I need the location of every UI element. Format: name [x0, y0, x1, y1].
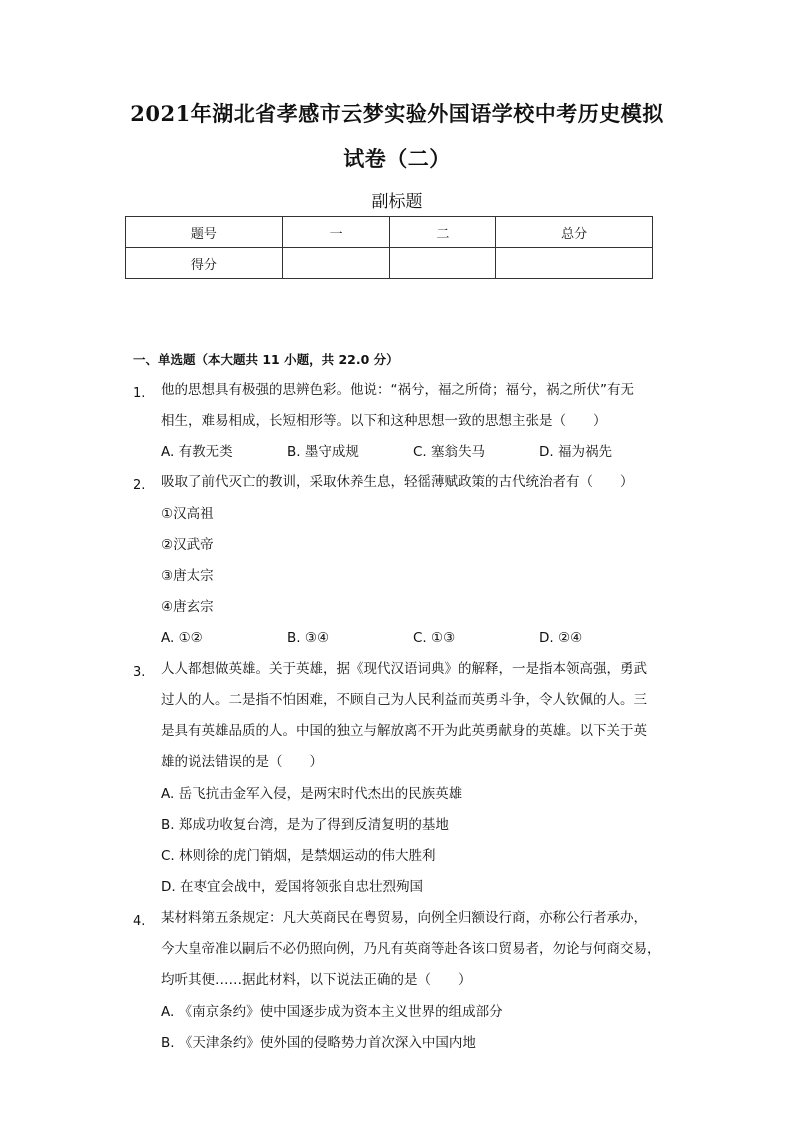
question-number: 1.: [133, 386, 146, 401]
score-header-cell: 题号: [126, 217, 283, 248]
question-text-line: ①汉高祖: [161, 506, 214, 522]
question-number: 2.: [133, 478, 146, 493]
question-number: 3.: [133, 665, 146, 680]
option-a: A. 有教无类: [161, 444, 233, 460]
option-b: B. ③④: [287, 630, 330, 646]
option-c: C. ①③: [413, 630, 456, 646]
score-table-score-row: [126, 248, 653, 279]
question-text-line: 他的思想具有极强的思辨色彩。他说：“祸兮，福之所倚；福兮，祸之所伏”有无: [161, 382, 634, 398]
question-text-line: 人人都想做英雄。关于英雄，据《现代汉语词典》的解释，一是指本领高强，勇武: [161, 661, 647, 677]
question-text-line: ④唐玄宗: [161, 599, 214, 615]
option-a: A. ①②: [161, 630, 203, 646]
score-row-label: 得分: [126, 248, 283, 279]
question-text-line: 某材料第五条规定：凡大英商民在粤贸易，向例全归额设行商，亦称公行者承办，: [161, 910, 647, 926]
section-heading: 一、单选题（本大题共 11 小题，共 22.0 分）: [133, 352, 399, 367]
subtitle: 副标题: [371, 192, 423, 212]
option-a: A. 《南京条约》使中国逐步成为资本主义世界的组成部分: [161, 1004, 503, 1020]
score-cell: [496, 248, 653, 279]
score-table-header-row: [126, 217, 653, 248]
option-d: D. 在枣宜会战中，爱国将领张自忠壮烈殉国: [161, 879, 423, 895]
option-b: B. 墨守成规: [287, 444, 359, 460]
question-text-line: 相生，难易相成，长短相形等。以下和这种思想一致的思想主张是（ ）: [161, 413, 607, 429]
question-text-line: 是具有英雄品质的人。中国的独立与解放离不开为此英勇献身的英雄。以下关于英: [161, 723, 647, 739]
option-d: D. ②④: [539, 630, 583, 646]
score-cell: [390, 248, 496, 279]
score-header-cell: 二: [390, 217, 496, 248]
score-header-cell: 总分: [496, 217, 653, 248]
question-number: 4.: [133, 914, 146, 929]
score-cell: [282, 248, 390, 279]
question-text-line: 今大皇帝准以嗣后不必仍照向例，乃凡有英商等赴各该口贸易者，勿论与何商交易，: [161, 941, 661, 957]
score-table: [125, 216, 653, 279]
option-c: C. 林则徐的虎门销烟，是禁烟运动的伟大胜利: [161, 848, 436, 864]
option-b: B. 《天津条约》使外国的侵略势力首次深入中国内地: [161, 1035, 476, 1051]
question-text-line: 过人的人。二是指不怕困难，不顾自己为人民利益而英勇斗争，令人钦佩的人。三: [161, 692, 647, 708]
score-header-cell: 一: [282, 217, 390, 248]
option-a: A. 岳飞抗击金军入侵，是两宋时代杰出的民族英雄: [161, 786, 463, 802]
exam-title-line2: 试卷（二）: [343, 146, 451, 171]
exam-title-line1: 2021年湖北省孝感市云梦实验外国语学校中考历史模拟: [130, 101, 664, 126]
question-text-line: 雄的说法错误的是（ ）: [161, 754, 323, 770]
question-text-line: ②汉武帝: [161, 537, 214, 553]
question-text-line: ③唐太宗: [161, 568, 214, 584]
question-text-line: 吸取了前代灭亡的教训，采取休养生息，轻徭薄赋政策的古代统治者有（ ）: [161, 474, 634, 490]
option-c: C. 塞翁失马: [413, 444, 486, 460]
option-d: D. 福为祸先: [539, 444, 612, 460]
option-b: B. 郑成功收复台湾，是为了得到反清复明的基地: [161, 817, 449, 833]
question-text-line: 均听其便……据此材料，以下说法正确的是（ ）: [161, 972, 472, 988]
